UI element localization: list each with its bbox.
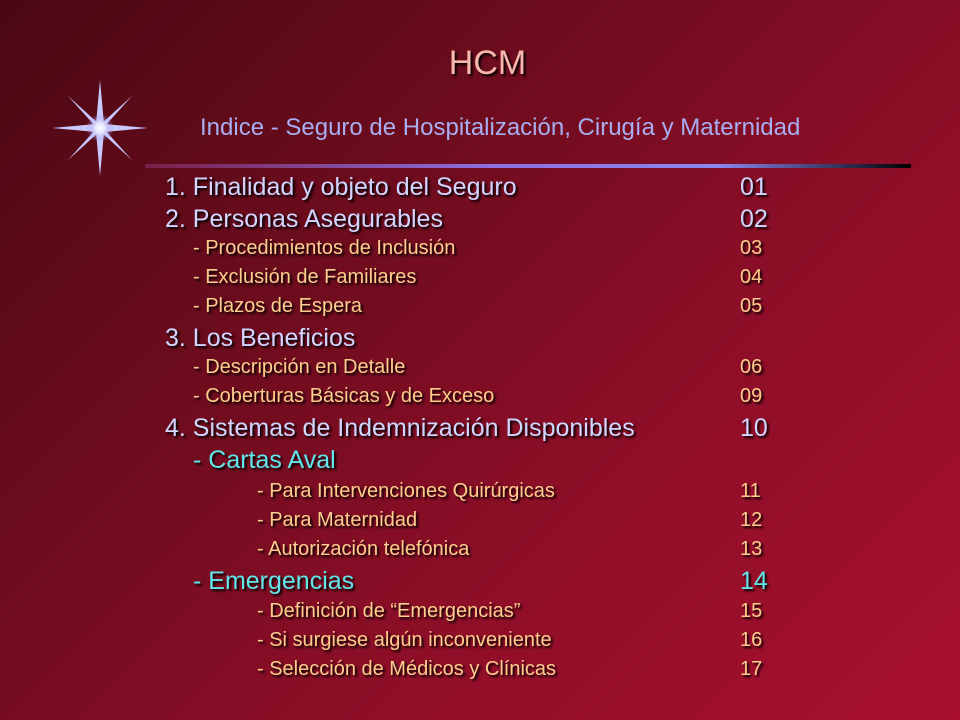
toc-entry-page: 12 xyxy=(740,509,763,531)
toc-entry-title: - Emergencias xyxy=(193,567,355,595)
toc-entry-title: - Selección de Médicos y Clínicas xyxy=(257,658,557,680)
toc-entry-title: - Cartas Aval xyxy=(193,446,336,474)
page-title: HCM xyxy=(448,44,527,82)
toc-entry-title: - Si surgiese algún inconveniente xyxy=(257,629,552,651)
toc-entry-page: 10 xyxy=(740,414,768,442)
toc-entry-page: 04 xyxy=(740,266,763,288)
toc-entry-title: - Exclusión de Familiares xyxy=(193,266,417,288)
title-divider xyxy=(145,164,911,168)
toc-entry-title: 2. Personas Asegurables xyxy=(165,205,443,233)
page-subtitle: Indice - Seguro de Hospitalización, Cirugía y Maternidad xyxy=(200,114,801,141)
toc-entry-title: - Procedimientos de Inclusión xyxy=(193,237,456,259)
toc-entry-page: 13 xyxy=(740,538,763,560)
toc-entry-page: 16 xyxy=(740,629,763,651)
toc-entry-title: - Definición de “Emergencias” xyxy=(257,600,521,622)
toc-entry-title: - Descripción en Detalle xyxy=(193,356,406,378)
toc-entry-title: 3. Los Beneficios xyxy=(165,324,356,352)
toc-entry-title: - Autorización telefónica xyxy=(257,538,470,560)
toc-entry-page: 06 xyxy=(740,356,763,378)
toc-entry-page: 17 xyxy=(740,658,763,680)
toc-entry-page: 02 xyxy=(740,205,768,233)
toc-entry-page: 14 xyxy=(740,567,768,595)
toc-entry-title: - Plazos de Espera xyxy=(193,295,362,317)
toc-entry-page: 15 xyxy=(740,600,763,622)
toc-entry-page: 03 xyxy=(740,237,763,259)
toc-entry-page: 01 xyxy=(740,173,768,201)
toc-entry-title: - Para Intervenciones Quirúrgicas xyxy=(257,480,555,502)
toc-entry-page: 11 xyxy=(740,480,761,502)
toc-entry-page: 09 xyxy=(740,385,763,407)
toc-entry-page: 05 xyxy=(740,295,763,317)
starburst-icon xyxy=(52,80,148,176)
toc-entry-title: 1. Finalidad y objeto del Seguro xyxy=(165,173,517,201)
toc-entry-title: - Coberturas Básicas y de Exceso xyxy=(193,385,495,407)
toc-entry-title: 4. Sistemas de Indemnización Disponibles xyxy=(165,414,635,442)
toc-entry-title: - Para Maternidad xyxy=(257,509,418,531)
